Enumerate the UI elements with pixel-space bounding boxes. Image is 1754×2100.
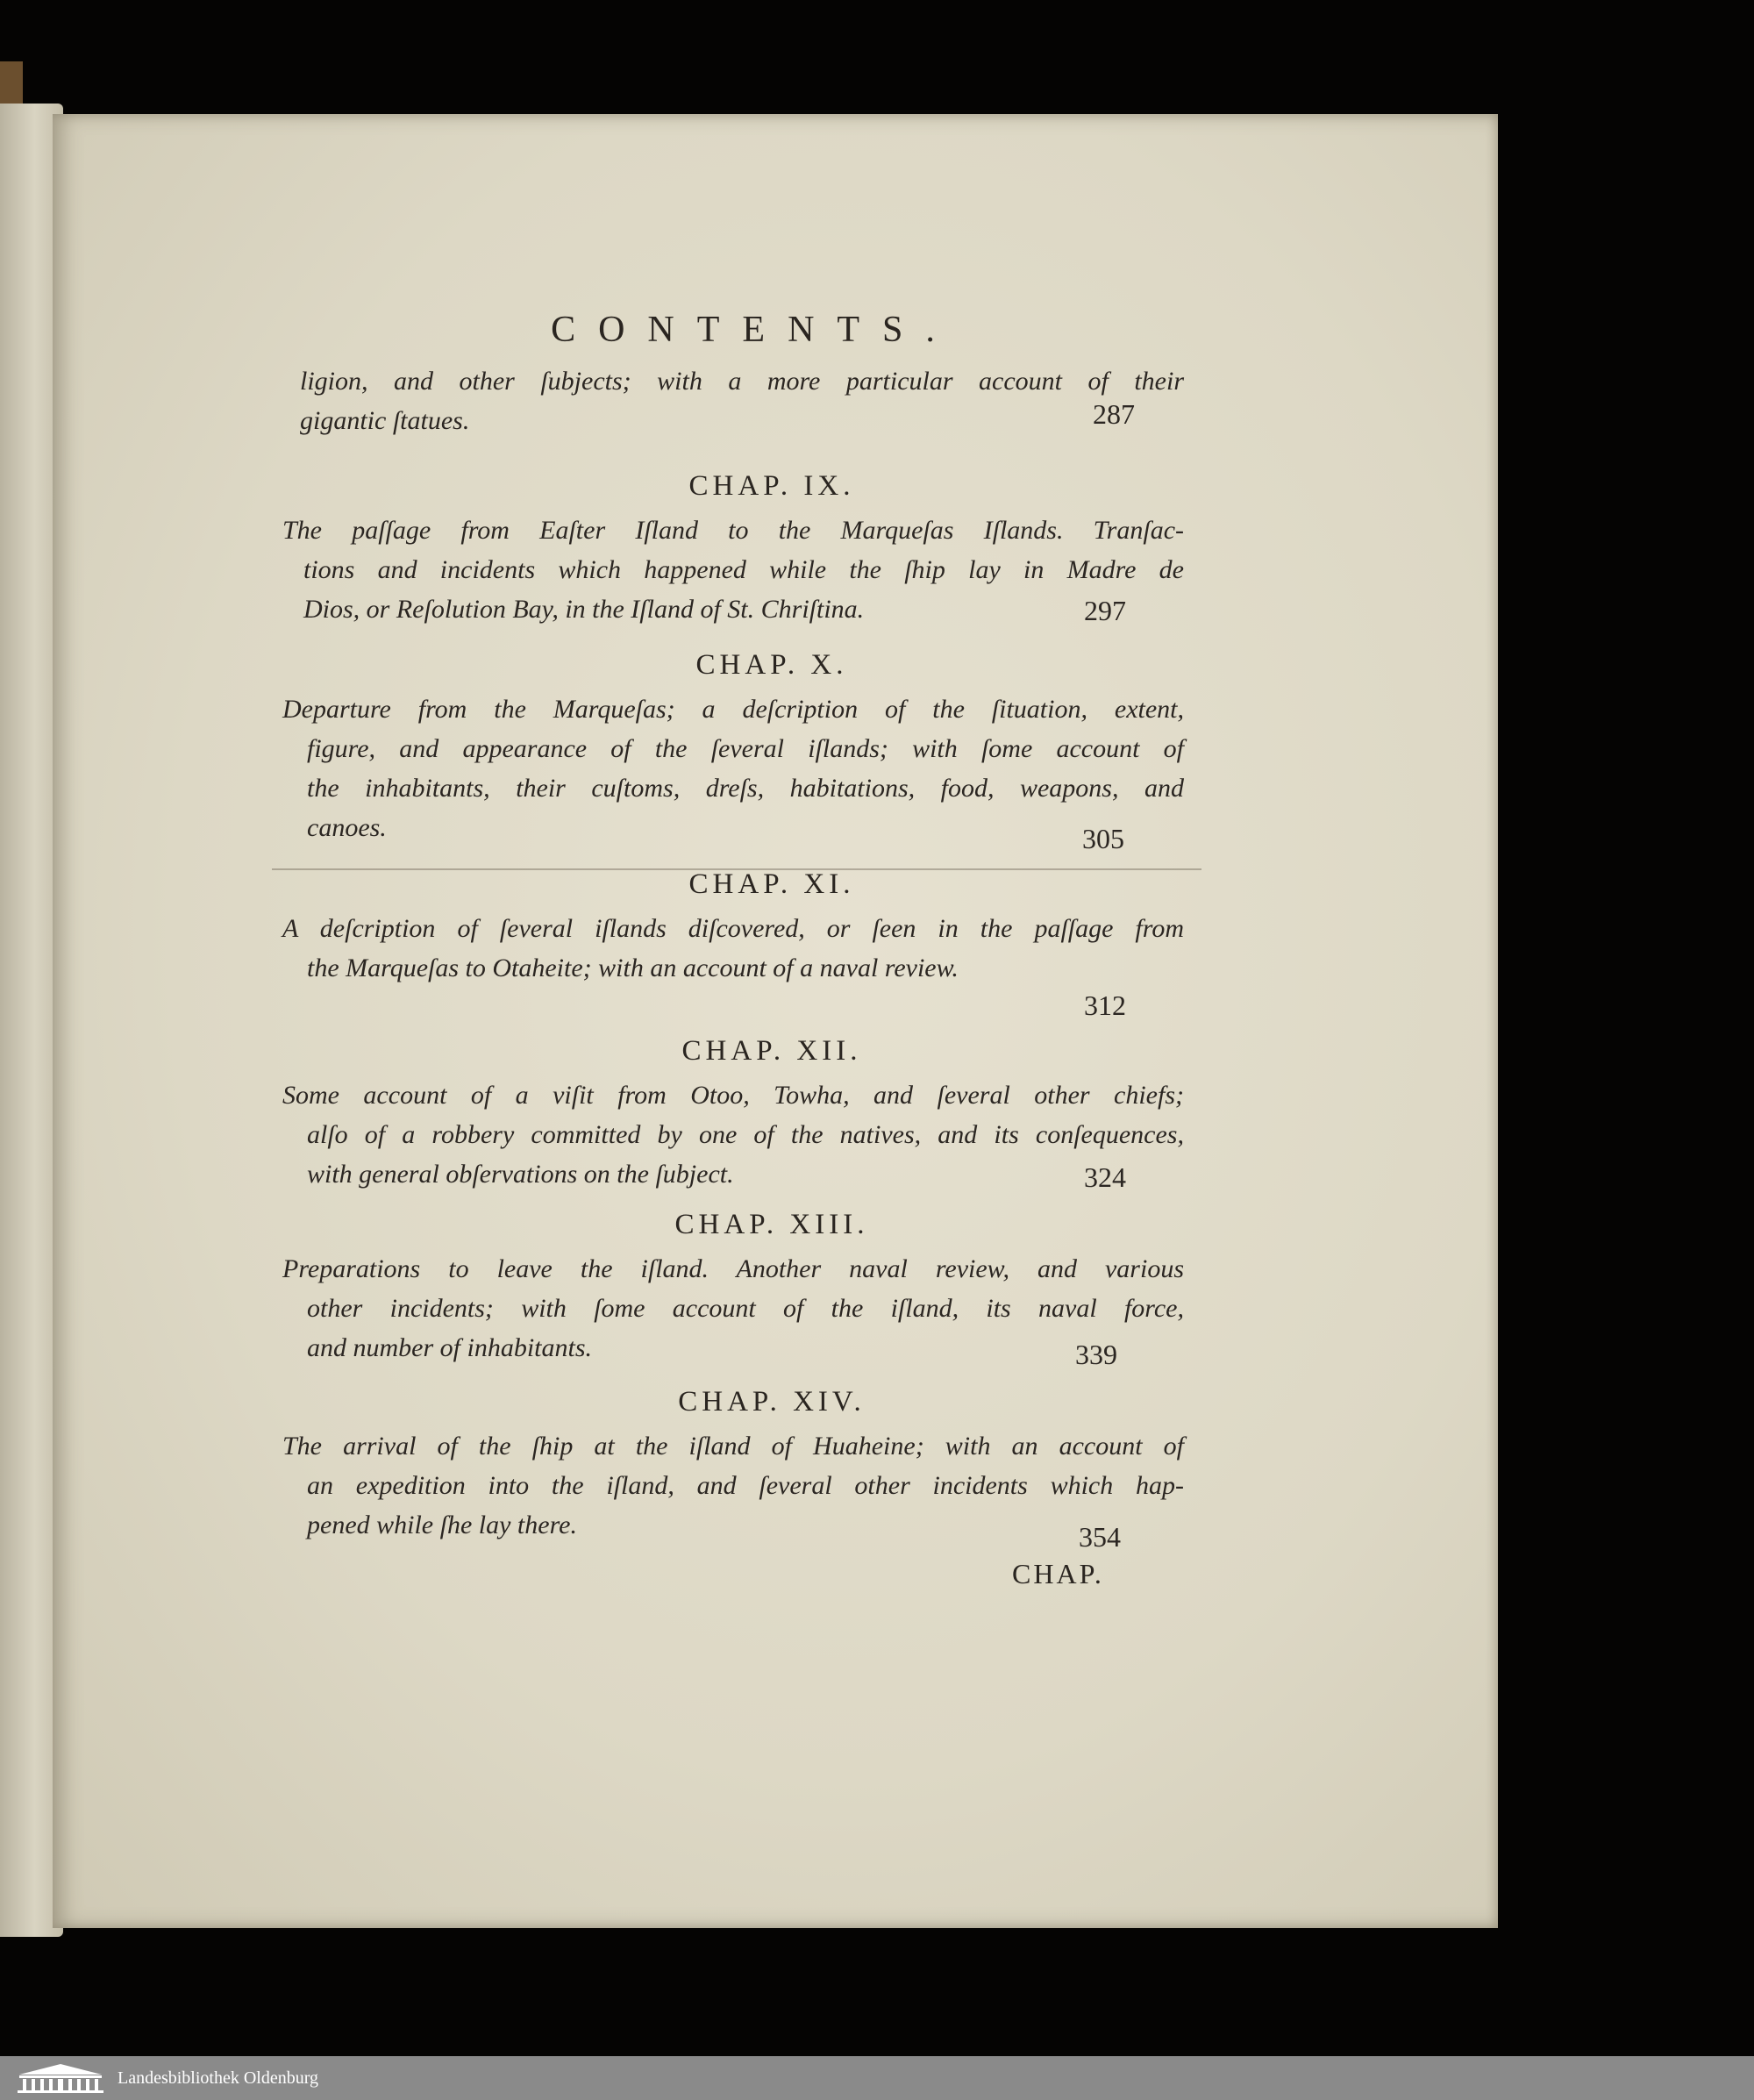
toc-line: The arrival of the ſhip at the iſland of Huaheine; with an account of [282, 1432, 1184, 1461]
catchword: CHAP. [1012, 1558, 1104, 1589]
toc-line: figure, and appearance of the ſeveral iſlands; with ſome account of [307, 734, 1184, 763]
chapter-heading: CHAP. XI. [688, 868, 855, 900]
toc-line: the Marqueſas to Otaheite; with an account of a naval review. [307, 954, 959, 982]
page-number: 287 [1093, 398, 1135, 430]
toc-line: the inhabitants, their cuſtoms, dreſs, habitations, food, weapons, and [307, 774, 1184, 803]
toc-line: Some account of a viſit from Otoo, Towha, and ſeveral other chiefs; [282, 1081, 1184, 1110]
toc-line: and number of inhabitants. [307, 1333, 593, 1362]
toc-line: other incidents; with ſome account of the iſland, its naval force, [307, 1294, 1184, 1323]
toc-entry-chap-13 [282, 1249, 1184, 1368]
toc-line: Dios, or Reſolution Bay, in the Iſland of St. Chriſtina. [303, 595, 865, 624]
page-number: 312 [1084, 989, 1126, 1021]
toc-line: alſo of a robbery committed by one of the natives, and its conſequences, [307, 1120, 1184, 1149]
toc-entry-chap-10 [282, 689, 1184, 847]
toc-line: A deſcription of ſeveral iſlands diſcovered, or ſeen in the paſſage from [282, 914, 1184, 943]
page-number: 305 [1082, 823, 1124, 854]
library-name: Landesbibliothek Oldenburg [118, 2068, 319, 2088]
toc-entry-chap-14 [282, 1426, 1184, 1545]
toc-line: Preparations to leave the iſland. Another naval review, and various [282, 1254, 1184, 1283]
chapter-heading: CHAP. XIV. [678, 1386, 866, 1418]
toc-entry-chap-9 [282, 511, 1184, 629]
toc-line: an expedition into the iſland, and ſeveral other incidents which hap- [307, 1471, 1184, 1500]
toc-line: tions and incidents which happened while the ſhip lay in Madre de [303, 555, 1184, 584]
toc-line: Departure from the Marqueſas; a deſcription of the ſituation, extent, [282, 695, 1184, 724]
chapter-heading: CHAP. X. [695, 649, 848, 681]
library-footer [0, 2056, 1754, 2100]
toc-line: pened while ſhe lay there. [307, 1511, 577, 1539]
page-content [53, 114, 1498, 1928]
library-building-icon [16, 2062, 105, 2094]
chapter-heading: CHAP. XIII. [674, 1209, 869, 1240]
toc-line: ligion, and other ſubjects; with a more particular account of their [300, 367, 1184, 396]
chapter-heading: CHAP. XII. [681, 1035, 862, 1067]
book-page [53, 114, 1498, 1928]
page-number: 339 [1075, 1339, 1117, 1370]
toc-line: gigantic ſtatues. [300, 406, 470, 435]
toc-entry-chap-11 [282, 909, 1184, 988]
toc-line: canoes. [307, 813, 387, 842]
toc-line: The paſſage from Eaſter Iſland to the Marqueſas Iſlands. Tranſac- [282, 516, 1184, 545]
toc-line: with general obſervations on the ſubject. [307, 1160, 734, 1189]
toc-entry-chap-12 [282, 1075, 1184, 1194]
running-head: CONTENTS. [551, 310, 958, 350]
page-number: 324 [1084, 1161, 1126, 1193]
chapter-heading: CHAP. IX. [688, 470, 855, 502]
page-number: 354 [1079, 1521, 1121, 1553]
toc-entry-continuation [300, 361, 1184, 440]
page-number: 297 [1084, 595, 1126, 626]
